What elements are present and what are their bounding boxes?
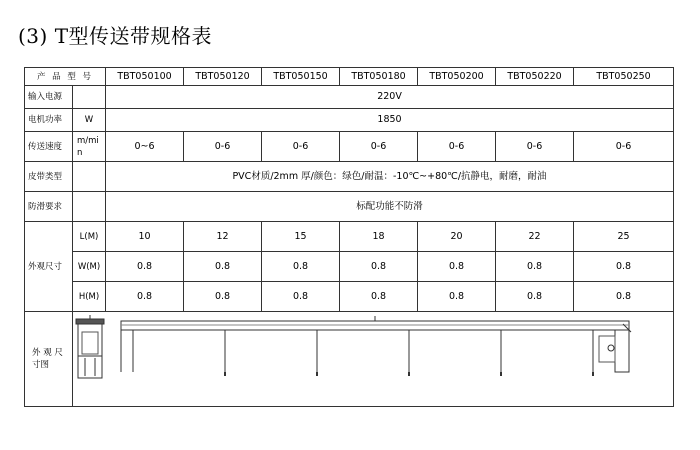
drawing-row: [25, 312, 674, 407]
spec-table: [24, 67, 674, 407]
model-cell: TBT050220: [496, 68, 574, 86]
dimension-value: 0.8: [496, 282, 574, 312]
anti-slip-label: 防滑要求: [25, 192, 73, 222]
anti-slip-value: 标配功能不防滑: [106, 192, 674, 222]
conveyor-drawing-cell: [73, 312, 674, 407]
anti-slip-unit: [73, 192, 106, 222]
model-header-label: 产 品 型 号: [25, 68, 106, 86]
dimension-value: 0.8: [574, 252, 674, 282]
model-cell: TBT050200: [418, 68, 496, 86]
dimension-row-length: [25, 222, 674, 252]
model-cell: TBT050250: [574, 68, 674, 86]
motor-power-value: 1850: [106, 109, 674, 132]
dimension-unit: W(M): [73, 252, 106, 282]
dimension-unit: H(M): [73, 282, 106, 312]
power-supply-value: 220V: [106, 86, 674, 109]
drawing-label-line1: 外 观 尺: [32, 348, 63, 358]
anti-slip-row: [25, 192, 674, 222]
dimension-unit: L(M): [73, 222, 106, 252]
dimension-value: 0.8: [106, 252, 184, 282]
speed-value: 0-6: [184, 132, 262, 162]
conveyor-drawing: [75, 314, 683, 402]
belt-type-label: 皮带类型: [25, 162, 73, 192]
dimension-value: 15: [262, 222, 340, 252]
speed-unit-line1: m/mi: [77, 135, 99, 146]
dimension-row-height: [25, 282, 674, 312]
dimension-row-width: [25, 252, 674, 282]
speed-unit: [73, 132, 106, 162]
dimension-value: 0.8: [340, 282, 418, 312]
dimensions-label: 外观尺寸: [25, 222, 73, 312]
motor-power-row: [25, 109, 674, 132]
drawing-label-line2: 寸图: [32, 360, 50, 370]
dimension-value: 0.8: [184, 282, 262, 312]
dimension-value: 0.8: [418, 252, 496, 282]
speed-value: 0-6: [340, 132, 418, 162]
speed-value: 0-6: [262, 132, 340, 162]
dimension-value: 25: [574, 222, 674, 252]
drawing-end-unit-right: [615, 330, 629, 372]
speed-value: 0-6: [574, 132, 674, 162]
speed-row: [25, 132, 674, 162]
model-header-row: [25, 68, 674, 86]
belt-type-row: [25, 162, 674, 192]
model-cell: TBT050180: [340, 68, 418, 86]
dimension-value: 0.8: [184, 252, 262, 282]
dimension-value: 20: [418, 222, 496, 252]
belt-type-value: PVC材质/2mm 厚/颜色：绿色/耐温：-10℃~+80℃/抗静电，耐磨，耐油: [106, 162, 674, 192]
dimension-value: 0.8: [340, 252, 418, 282]
drawing-label: [25, 312, 73, 407]
dimension-value: 0.8: [496, 252, 574, 282]
speed-value: 0-6: [496, 132, 574, 162]
power-supply-label: 输入电源: [25, 86, 73, 109]
page-title: (3) T型传送带规格表: [18, 24, 213, 48]
motor-power-unit: W: [73, 109, 106, 132]
motor-power-label: 电机功率: [25, 109, 73, 132]
dimension-value: 12: [184, 222, 262, 252]
dimension-value: 0.8: [418, 282, 496, 312]
dimension-value: 22: [496, 222, 574, 252]
speed-value: 0-6: [418, 132, 496, 162]
dimension-value: 0.8: [262, 252, 340, 282]
model-cell: TBT050150: [262, 68, 340, 86]
speed-value: 0~6: [106, 132, 184, 162]
dimension-value: 10: [106, 222, 184, 252]
model-cell: TBT050120: [184, 68, 262, 86]
power-supply-row: [25, 86, 674, 109]
power-supply-unit: [73, 86, 106, 109]
speed-unit-line2: n: [77, 147, 83, 158]
dimension-value: 0.8: [106, 282, 184, 312]
speed-label: 传送速度: [25, 132, 73, 162]
dimension-value: 18: [340, 222, 418, 252]
model-cell: TBT050100: [106, 68, 184, 86]
belt-type-unit: [73, 162, 106, 192]
dimension-value: 0.8: [574, 282, 674, 312]
dimension-value: 0.8: [262, 282, 340, 312]
